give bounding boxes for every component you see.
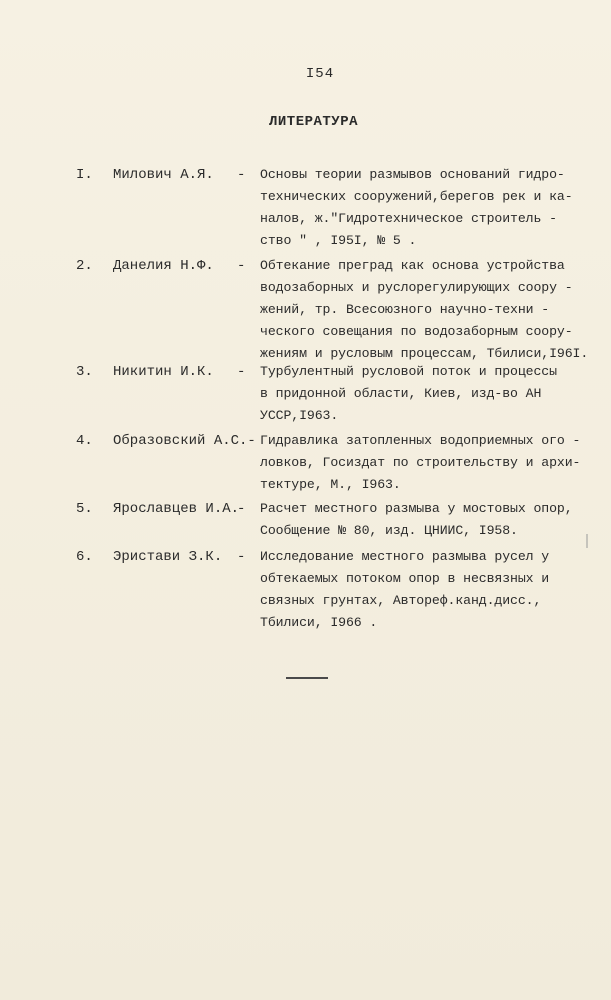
- end-rule: [286, 677, 328, 679]
- reference-line: ческого совещания по водозаборным соору-: [260, 324, 573, 339]
- reference-number: 6.: [76, 549, 93, 565]
- reference-dash: -: [237, 364, 246, 380]
- reference-line: Расчет местного размыва у мостовых опор,: [260, 501, 573, 516]
- reference-number: 5.: [76, 501, 93, 517]
- reference-author: Образовский А.С.-: [113, 433, 256, 449]
- reference-line: Турбулентный русловой поток и процессы: [260, 364, 557, 379]
- reference-number: 2.: [76, 258, 93, 274]
- reference-number: 4.: [76, 433, 93, 449]
- reference-dash: -: [237, 258, 246, 274]
- reference-line: Исследование местного размыва русел у: [260, 549, 550, 564]
- page-title: ЛИТЕРАТУРА: [268, 114, 358, 130]
- reference-line: тектуре, М., I963.: [260, 477, 401, 492]
- margin-mark: [586, 534, 588, 548]
- reference-line: технических сооружений,берегов рек и ка-: [260, 189, 573, 204]
- reference-line: Гидравлика затопленных водоприемных ого -: [260, 433, 581, 448]
- reference-number: I.: [76, 167, 93, 183]
- reference-line: жениям и русловым процессам, Тбилиси,I96I.: [260, 346, 589, 361]
- reference-text: [260, 546, 610, 634]
- reference-author: Данелия Н.Ф.: [113, 258, 214, 274]
- reference-line: связных грунтах, Автореф.канд.дисс.,: [260, 593, 542, 608]
- reference-author: Никитин И.К.: [113, 364, 214, 380]
- reference-line: жений, тр. Всесоюзного научно-техни -: [260, 302, 550, 317]
- reference-author: Ярославцев И.А.: [113, 501, 240, 517]
- reference-line: Сообщение № 80, изд. ЦНИИС, I958.: [260, 523, 518, 538]
- reference-text: [260, 498, 610, 542]
- reference-line: Основы теории размывов оснований гидро-: [260, 167, 565, 182]
- reference-text: [260, 361, 610, 427]
- reference-line: ство " , I95I, № 5 .: [260, 233, 417, 248]
- reference-line: обтекаемых потоком опор в несвязных и: [260, 571, 550, 586]
- reference-line: в придонной области, Киев, изд-во АН: [260, 386, 542, 401]
- reference-line: Тбилиси, I966 .: [260, 615, 378, 630]
- page-number: I54: [305, 66, 335, 82]
- reference-text: [260, 430, 610, 496]
- reference-text: [260, 164, 610, 252]
- reference-number: 3.: [76, 364, 93, 380]
- reference-dash: -: [237, 167, 246, 183]
- reference-text: [260, 255, 610, 365]
- reference-author: Милович А.Я.: [113, 167, 214, 183]
- reference-line: УССР,I963.: [260, 408, 339, 423]
- reference-dash: -: [237, 501, 246, 517]
- reference-line: водозаборных и руслорегулирующих соору -: [260, 280, 573, 295]
- reference-dash: -: [237, 549, 246, 565]
- reference-line: налов, ж."Гидротехническое строитель -: [260, 211, 557, 226]
- reference-line: ловков, Госиздат по строительству и архи-: [260, 455, 581, 470]
- reference-line: Обтекание преград как основа устройства: [260, 258, 565, 273]
- reference-author: Эристави З.К.: [113, 549, 223, 565]
